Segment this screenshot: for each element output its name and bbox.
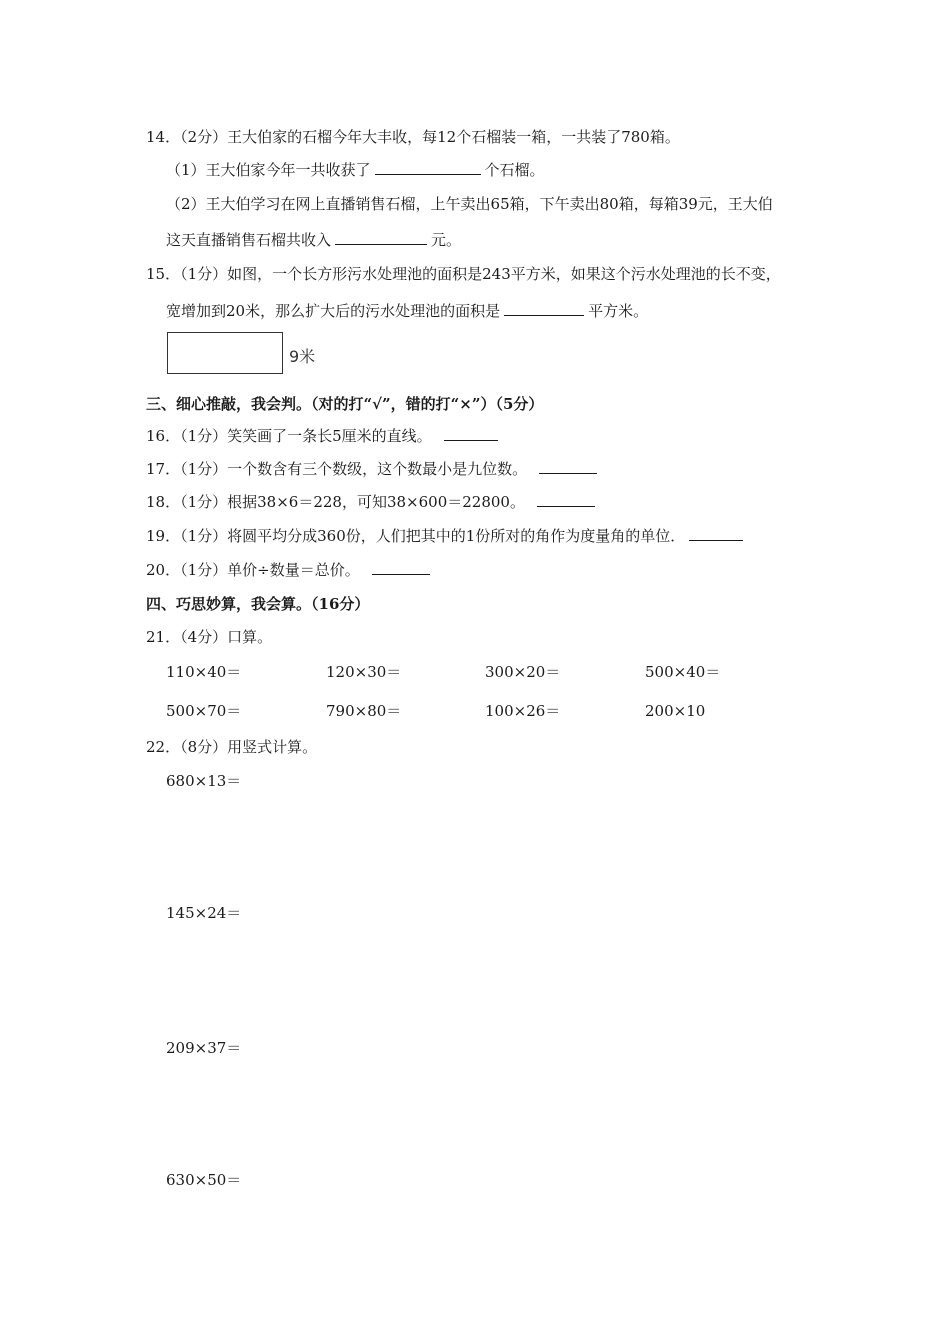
q21-item: 500×70＝	[166, 702, 242, 720]
q14-sub1-blank[interactable]	[375, 160, 481, 175]
judgment-17-blank[interactable]	[539, 459, 597, 474]
q21-stem: 21．（4分）口算。	[146, 628, 273, 646]
q22-stem: 22．（8分）用竖式计算。	[146, 738, 318, 756]
q15-line2	[166, 301, 648, 321]
judgment-20-blank[interactable]	[372, 560, 430, 575]
judgment-16-blank[interactable]	[444, 426, 498, 441]
q21-item: 500×40＝	[645, 663, 721, 681]
q15-figure-label: 9米	[289, 347, 316, 366]
judgment-18-blank[interactable]	[537, 492, 595, 507]
judgment-17	[146, 459, 601, 479]
q21-item: 200×10	[645, 702, 706, 720]
q22-item-1: 680×13＝	[166, 772, 242, 790]
judgment-19-blank[interactable]	[689, 526, 743, 541]
q15-rectangle-figure	[167, 332, 283, 374]
q21-item: 790×80＝	[326, 702, 402, 720]
q14-sub2-pre: 这天直播销售石榴共收入	[166, 231, 332, 249]
q15-line2-pre: 宽增加到20米，那么扩大后的污水处理池的面积是	[166, 302, 501, 320]
q14-sub1	[166, 160, 545, 180]
section4-heading: 四、巧思妙算，我会算。（16分）	[146, 595, 370, 613]
q21-item: 300×20＝	[485, 663, 561, 681]
judgment-19-text: 19．（1分）将圆平均分成360份，人们把其中的1份所对的角作为度量角的单位．	[146, 527, 686, 545]
judgment-20	[146, 560, 434, 580]
q14-sub2-line2	[166, 230, 461, 250]
judgment-18	[146, 492, 599, 512]
q15-blank[interactable]	[504, 301, 584, 316]
q22-item-3: 209×37＝	[166, 1039, 242, 1057]
q22-item-2: 145×24＝	[166, 904, 242, 922]
q22-item-4: 630×50＝	[166, 1171, 242, 1189]
q21-item: 110×40＝	[166, 663, 242, 681]
judgment-17-text: 17．（1分）一个数含有三个数级，这个数最小是九位数。	[146, 460, 528, 478]
judgment-18-text: 18．（1分）根据38×6＝228，可知38×600＝22800。	[146, 493, 525, 511]
section3-heading: 三、细心推敲，我会判。（对的打“√”，错的打“×”）（5分）	[146, 395, 544, 413]
q15-line2-post: 平方米。	[588, 302, 649, 320]
q15-line1: 15．（1分）如图，一个长方形污水处理池的面积是243平方米，如果这个污水处理池的长不变，	[146, 265, 781, 283]
q14-sub1-pre: （1）王大伯家今年一共收获了	[166, 161, 371, 179]
q14-sub2-blank[interactable]	[335, 230, 427, 245]
judgment-16-text: 16．（1分）笑笑画了一条长5厘米的直线。	[146, 427, 432, 445]
q14-stem: 14．（2分）王大伯家的石榴今年大丰收，每12个石榴装一箱，一共装了780箱。	[146, 128, 680, 146]
q21-item: 100×26＝	[485, 702, 561, 720]
q14-sub2-post: 元。	[431, 231, 462, 249]
q21-item: 120×30＝	[326, 663, 402, 681]
judgment-20-text: 20．（1分）单价÷数量＝总价。	[146, 561, 360, 579]
judgment-16	[146, 426, 502, 446]
judgment-19	[146, 526, 747, 546]
q14-sub2-line1: （2）王大伯学习在网上直播销售石榴，上午卖出65箱，下午卖出80箱，每箱39元，王大伯	[166, 195, 773, 213]
q14-sub1-post: 个石榴。	[484, 161, 545, 179]
